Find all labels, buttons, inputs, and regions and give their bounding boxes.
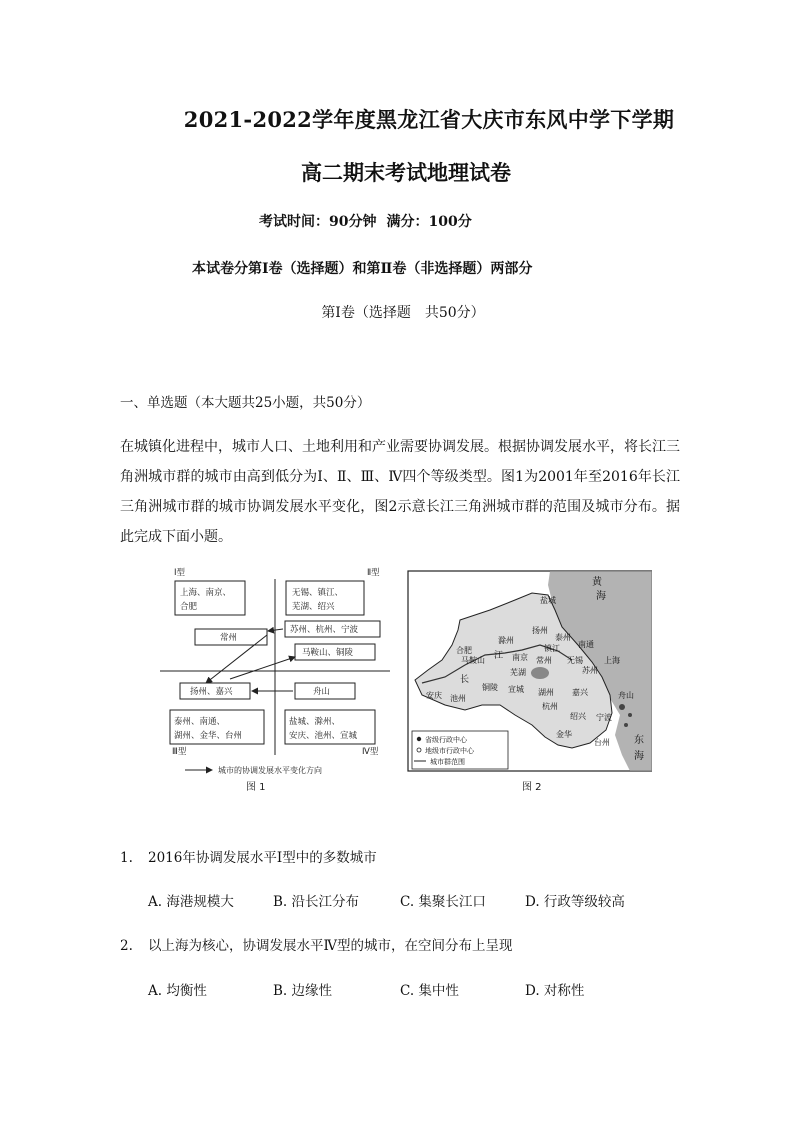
q1-option-a[interactable]: A. 海港规模大 (148, 894, 234, 910)
sea-label-2: 海 (596, 591, 606, 602)
box-type2-line1: 无锡、镇江、 (292, 588, 344, 598)
box-changzhou: 常州 (220, 633, 238, 643)
exam-time: 考试时间：90分钟 (259, 214, 377, 230)
city-zhoushan: 舟山 (618, 691, 634, 700)
box-type2-line2: 芜湖、绍兴 (292, 602, 335, 612)
question-2-stem: 以上海为核心，协调发展水平Ⅳ型的城市，在空间分布上呈现 (148, 938, 513, 954)
exam-title-line1: 2021-2022学年度黑龙江省大庆市东风中学下学期 (183, 107, 675, 132)
question-2-number: 2. (120, 938, 133, 954)
river-label-1: 长 (460, 675, 470, 685)
city-jinhua: 金华 (556, 730, 572, 739)
exam-meta (259, 211, 472, 231)
city-chuzhou: 滁州 (498, 636, 514, 645)
exam-score: 满分：100分 (386, 214, 472, 230)
part1-heading: 第Ⅰ卷（选择题 共50分） (321, 305, 485, 321)
map-legend-region: 城市群范围 (430, 758, 465, 766)
q2-option-b[interactable]: B. 边缘性 (273, 983, 333, 999)
figure2-caption: 图 2 (522, 782, 542, 793)
box-matong: 马鞍山、铜陵 (302, 648, 354, 658)
box-type1-line2: 合肥 (180, 602, 198, 612)
city-hangzhou: 杭州 (542, 702, 558, 711)
figure1-caption: 图 1 (246, 782, 266, 793)
figures (160, 565, 652, 797)
city-tongling: 铜陵 (482, 683, 498, 692)
map-legend-prefecture: 地级市行政中心 (425, 747, 474, 755)
exam-structure: 本试卷分第Ⅰ卷（选择题）和第Ⅱ卷（非选择题）两部分 (192, 261, 533, 277)
city-huzhou: 湖州 (538, 688, 554, 697)
box-yangjia: 扬州、嘉兴 (190, 687, 233, 697)
box-type4-line2: 安庆、池州、宣城 (289, 731, 358, 741)
q1-option-b[interactable]: B. 沿长江分布 (273, 894, 360, 910)
city-suzhou: 苏州 (582, 666, 598, 675)
city-maanshan: 马鞍山 (461, 656, 485, 665)
question-1-number: 1. (120, 850, 133, 866)
box-type3-line2: 湖州、金华、台州 (174, 731, 243, 741)
city-xuancheng: 宣城 (508, 685, 524, 694)
city-chizhou: 池州 (450, 694, 466, 703)
city-nantong: 南通 (578, 640, 594, 649)
city-yangzhou: 扬州 (532, 626, 548, 635)
question-1-stem: 2016年协调发展水平Ⅰ型中的多数城市 (148, 850, 377, 866)
river-label-2: 江 (494, 651, 504, 661)
type2-label: Ⅱ型 (367, 568, 380, 578)
sea-label-1: 黄 (592, 577, 602, 588)
q2-option-c[interactable]: C. 集中性 (400, 983, 459, 999)
city-shaoxing: 绍兴 (570, 712, 586, 721)
q1-option-d[interactable]: D. 行政等级较高 (525, 894, 625, 910)
city-ningbo: 宁波 (596, 713, 612, 722)
type4-label: Ⅳ型 (362, 747, 379, 757)
city-hefei: 合肥 (456, 646, 472, 655)
section-heading: 一、单选题（本大题共25小题，共50分） (120, 395, 371, 411)
type1-label: Ⅰ型 (174, 568, 186, 578)
sea-label-4: 海 (634, 751, 644, 762)
map-legend-provincial: 省级行政中心 (425, 736, 467, 744)
exam-title-line2: 高二期末考试地理试卷 (301, 160, 511, 185)
type3-label: Ⅲ型 (172, 747, 187, 757)
city-taizhou-zj: 台州 (594, 738, 610, 747)
question-2 (120, 934, 513, 954)
city-zhenjiang: 镇江 (544, 644, 560, 653)
city-nanjing: 南京 (512, 653, 528, 662)
q2-option-d[interactable]: D. 对称性 (525, 983, 585, 999)
q2-option-a[interactable]: A. 均衡性 (148, 983, 207, 999)
city-shanghai: 上海 (604, 656, 620, 665)
city-changzhou: 常州 (536, 656, 552, 665)
city-yancheng: 盐城 (540, 596, 556, 605)
box-type3-line1: 泰州、南通、 (174, 717, 226, 727)
sea-label-3: 东 (634, 735, 644, 746)
q1-option-c[interactable]: C. 集聚长江口 (400, 894, 486, 910)
question-1 (120, 846, 377, 866)
city-taizhou-js: 泰州 (555, 633, 571, 642)
figure1-legend: 城市的协调发展水平变化方向 (218, 766, 322, 775)
box-type4-line1: 盐城、滁州、 (289, 717, 341, 727)
city-wuhu: 芜湖 (510, 668, 526, 677)
city-jiaxing: 嘉兴 (572, 688, 588, 697)
city-wuxi: 无锡 (567, 656, 583, 665)
passage-text: 在城镇化进程中，城市人口、土地利用和产业需要协调发展。根据协调发展水平，将长江三角洲城市群的城市由高到低分为Ⅰ、Ⅱ、Ⅲ、Ⅳ四个等级类型。图1为2001年至2016年长江三角洲城市群的城市协调发展水平变化，图2示意长江三角洲城市群的范围及城市分布。据此完成下面小题。 (120, 439, 680, 545)
box-type1-line1: 上海、南京、 (180, 588, 232, 598)
box-suhangning: 苏州、杭州、宁波 (290, 625, 359, 635)
city-anqing: 安庆 (426, 691, 442, 700)
box-zhoushan: 舟山 (313, 687, 331, 697)
